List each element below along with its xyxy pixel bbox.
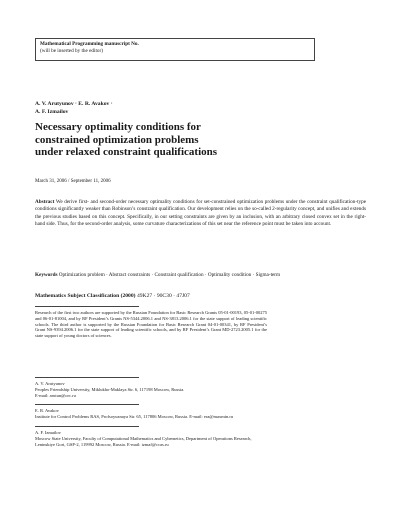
footnote-rule [35,377,139,378]
author-footnote-name: E. R. Avakov [35,408,59,413]
title-line-1: Necessary optimality conditions for [35,121,201,133]
msc-section [35,293,366,300]
author-footnote-name: A. V. Arutyunov [35,381,65,386]
footnote-rule [35,404,139,405]
msc-codes: 49K27 · 90C30 · 47J07 [136,293,190,299]
author-footnote-affiliation: Institute for Control Problems RAS, Profsoyuznaya Str. 65, 117806 Moscow, Russia. E-mail: era@maxmin.ru [35,413,234,419]
abstract-label: Abstract [35,199,55,205]
abstract-section [35,199,366,229]
title-line-2: constrained optimization problems [35,133,199,146]
footnote-rule [35,426,139,427]
manuscript-editor-line: (will be inserted by the editor) [40,47,103,54]
keywords-text: Optimization problem · Abstract constraints · Constraint qualification · Optimality condition · Sigma-term [58,272,281,278]
paper-title [35,121,335,159]
author-list [35,100,335,116]
title-line-3: under relaxed constraint qualifications [35,146,218,158]
author-footnote-affiliation: Moscow State University, Faculty of Computational Mathematics and Cybernetics, Department of Operations Research, Leninskiye Gori, GSP-2, 119992 Moscow, Russia. E-mail: izmaf@ccas.ru [35,435,252,447]
author-footnote-affiliation: Peoples Friendship University, Miklukho-Maklaya Str. 6, 117198 Moscow, Russia. [35,386,185,392]
keywords-label: Keywords [35,272,58,278]
author-footnote-1 [35,381,267,398]
author-footnote-email: E-mail: arutun@orc.ru [35,392,76,398]
footnote-rule [35,306,139,307]
submission-dates: March 31, 2006 / September 11, 2006 [35,179,111,184]
author-line-1: A. V. Arutyunov · E. R. Avakov · [35,101,113,107]
abstract-text: We derive first- and second-order necessary optimality conditions for set-constrained optimization problems under the constraint qualification-type conditions significantly weaker than Robinson’s constraint qualification. Our development relies on the so-called 2-regularity concept, and unifies and extends the previous studies based on this concept. Specifically, in our setting constraints are given by an inclusion, with an arbitrary closed convex set in the right-hand side. Thus, for the second-order analysis, some curvature characterizations of this set near the reference point must be taken into account. [35,199,367,228]
author-footnote-name: A. F. Izmailov [35,430,61,435]
manuscript-journal-line: Mathematical Programming manuscript No. [40,41,139,47]
keywords-section [35,272,366,279]
msc-label: Mathematics Subject Classification (2000) [35,293,136,299]
author-footnote-2 [35,408,267,420]
author-line-2: A. F. Izmailov [35,109,69,115]
author-footnote-3 [35,430,267,447]
manuscript-notice-box [35,38,315,61]
funding-footnote: Research of the first two authors are supported by the Russian Foundation for Basic Research Grants 05-01-00193, 05-01-00275 and 06-01-81004, and by RF President’s Grants NS-5344.2006.1 and NS-3813.2006.1 for the state support of leading scientific schools. The third author is supported by the Russian Foundation for Basic Research Grant 04-01-00341, by RF President’s Grant NS-9394.2006.1 for the state support of leading scientific schools, and by RF President’s Grant MD-2723.2005.1 for the state support of young doctors of sciences. [35,310,267,339]
